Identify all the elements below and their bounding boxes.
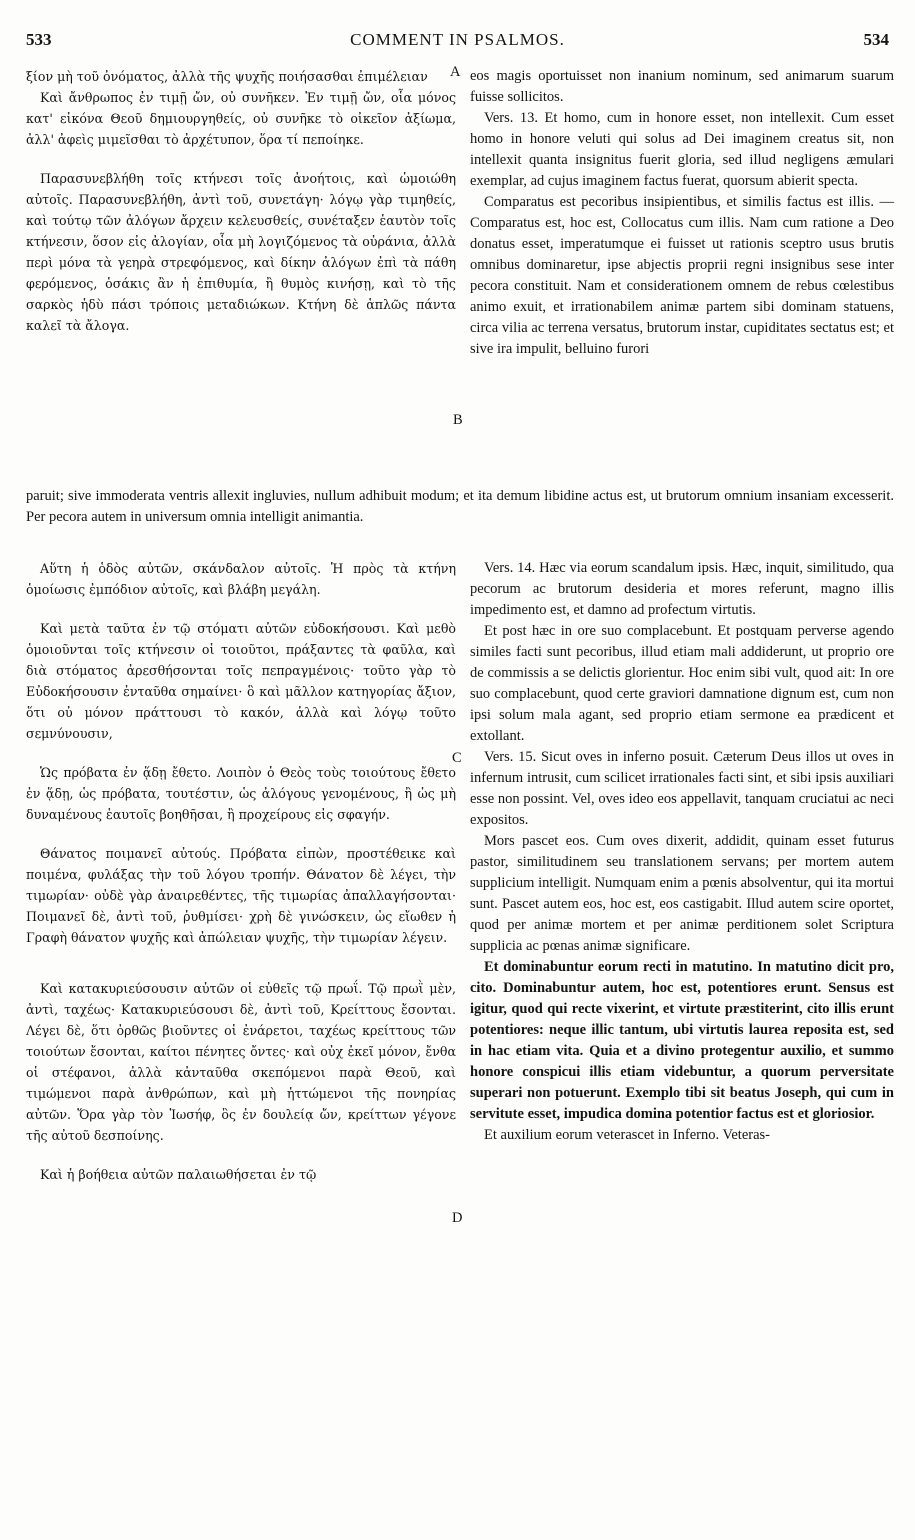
greek-paragraph: Καὶ κατακυριεύσουσιν αὐτῶν οἱ εὐθεῖς τῷ πρωΐ. Τῷ πρωῒ μὲν, ἀντὶ, ταχέως· Κατακυριεύσουσι δὲ, ἀντὶ τοῦ, Κρείττους ἔσονται. Λέγει δὲ, ὅτι ὀρθῶς βιοῦντες οἱ ἐνάρετοι, ταχέως κρείττους τῶν τοιούτων ἔσονται, καίτοι πένητες ὄντες· καὶ οὐχ ἐκεῖ μόνον, ἔνθα οἱ στέφανοι, ἀλλὰ κἀνταῦθα σκεπόμενοι παρὰ Θεοῦ, καὶ τιμώμενοι παρὰ ἀνθρώπων, καὶ μὴ ἡττώμενοι τῆς πονηρίας αὐτῶν. Ὅρα γὰρ τὸν Ἰωσήφ, ὃς ἐν δουλείᾳ ὤν, κρείττων γέγονε τῆς αὐτοῦ δεσποίνης. — [26, 981, 456, 1143]
latin-paragraph: Vers. 14. Hæc via eorum scandalum ipsis. Hæc, inquit, similitudo, qua pecorum ac brutorum desideria et mores referunt, magno illis impedimento est, et damno ad profectum virtutis. — [470, 560, 894, 618]
margin-letter-a: A — [450, 64, 461, 80]
page-number-left: 533 — [26, 30, 52, 49]
greek-column-bottom — [26, 558, 456, 1185]
greek-paragraph: Παρασυνεβλήθη τοῖς κτήνεσι τοῖς ἀνοήτοις, καὶ ὡμοιώθη αὐτοῖς. Παρασυνεβλήθη, ἀντὶ τοῦ, συνετάγη· λόγῳ γὰρ τιμηθείς, καὶ τούτῳ τῶν ἀλόγων ἄρχειν κελευσθείς, συνέταξεν ἑαυτὸν τοῖς κτήνεσιν, ὅσον εἰς ἀλογίαν, οἷα μὴ λογιζόμενος τὰ οὐράνια, ἀλλὰ περὶ μόνα τὰ γεηρὰ στρεφόμενος, καὶ δίκην ἀλόγων ἐπὶ τὰ πάθη φερόμενος, ὁσάκις ἂν ἡ ἐπιθυμία, ἢ θυμὸς κινήσῃ, καὶ τὸ τῆς σαρκὸς ἡδὺ πάσι τρόποις μεταδιώκων. Κτήνη δὲ ἁπλῶς πάντα καλεῖ τὰ ἄλογα. — [26, 171, 456, 333]
running-title: COMMENT IN PSALMOS. — [350, 30, 565, 49]
latin-paragraph: Vers. 13. Et homo, cum in honore esset, non intellexit. Cum esset homo in honore veluti qui solus ad Dei imaginem creatus sit, non intellexit quanta insignitus fuerit gloria, sed illud negligens æmulari exemplar, ad cujus imaginem factus fuerat, quorsum abierit specta. — [470, 110, 894, 189]
page-header — [24, 30, 891, 54]
greek-paragraph: Θάνατος ποιμανεῖ αὐτούς. Πρόβατα εἰπὼν, προστέθεικε καὶ ποιμένα, φυλάξας τὴν τοῦ λόγου τροπήν. Θάνατον δὲ λέγει, τὴν τιμωρίαν· οὐδὲ γὰρ ἀναιρεθέντες, τῆς τιμωρίας ἀπαλλαγήσονται· Ποιμανεῖ δὲ, ἀντὶ τοῦ, ῥυθμίσει· χρὴ δὲ γινώσκειν, ὡς εἴωθεν ἡ Γραφὴ θάνατον ψυχῆς καὶ ἀπώλειαν ψυχῆς, τὴν τιμωρίαν λέγειν. — [26, 846, 456, 945]
wide-paragraph-block — [26, 486, 894, 528]
greek-paragraph: Καὶ μετὰ ταῦτα ἐν τῷ στόματι αὐτῶν εὐδοκήσουσι. Καὶ μεθὸ ὁμοιοῦνται τοῖς κτήνεσιν οἱ τοιοῦτοι, πράξαντες τὰ φαῦλα, καὶ διὰ στόματος ἀρεσθήσονται τοῖς πεπραγμένοις· τοῦτο γὰρ τὸ Εὐδοκήσουσιν ἐνταῦθα σημαίνει· ὃ καὶ μᾶλλον κατηγορίας ἄξιον, ὅτι οὐ μόνον πράττουσι τὸ κακόν, ἀλλὰ καὶ λόγῳ τοῦτο σεμνύνουσιν, — [26, 621, 456, 741]
latin-paragraph: Et dominabuntur eorum recti in matutino. In matutino dicit pro, cito. Dominabuntur autem, hoc est, potentiores erunt. Sensus est igitur, quod qui recte vixerint, et virtute præstiterint, cito illis erunt potentiores: neque illic tantum, ubi virtutis laurea reposita est, sed in hac etiam vita. Quia et a divino protegentur auxilio, et summo honore conspicui illis etiam videbuntur, a quorum perversitate superari non potuerunt. Exemplo tibi sit beatus Joseph, qui cum in servitute esset, impudica domina potentior factus est et gloriosior. — [470, 959, 894, 1122]
greek-paragraph: Καὶ ἡ βοήθεια αὐτῶν παλαιωθήσεται ἐν τῷ — [40, 1167, 317, 1182]
page-number-right: 534 — [863, 30, 889, 49]
margin-letter-c: C — [452, 750, 462, 766]
latin-column-top — [470, 66, 894, 360]
latin-paragraph: Mors pascet eos. Cum oves dixerit, addidit, quinam esset futurus pastor, similitudinem seu translationem servans; per mortem autem supplicium intelligit. Numquam enim a pœnis absolventur, qui ita mortui sunt. Pascet autem eos, hoc est, eos castigabit. Illud autem scire oportet, quod per animæ mortem et per animæ perditionem solet Scriptura supplicia ac pœnas animæ significare. — [470, 833, 894, 954]
latin-paragraph: eos magis oportuisset non inanium nominum, sed animarum suarum fuisse sollicitos. — [470, 68, 894, 105]
latin-paragraph: Vers. 15. Sicut oves in inferno posuit. Cæterum Deus illos ut oves in infernum intrusit, cum scilicet irrationales facti sint, et sibi ipsis auxiliari esse non possint. Vel, oves ideo eos appellavit, tanquam cruciatui ac neci expositos. — [470, 749, 894, 828]
latin-continuation: paruit; sive immoderata ventris allexit ingluvies, nullum adhibuit modum; et ita demum libidine actus est, ut brutorum omnium insaniam excesserit. Per pecora autem in universum omnia intelligit animantia. — [26, 488, 894, 525]
latin-paragraph: Et post hæc in ore suo complacebunt. Et postquam perverse agendo similes facti sunt pecoribus, illud etiam mali addiderunt, ut proprio ore de commissis a se delictis glorientur. Hoc enim sibi vult, quod ait: In ore suo complacebunt, quod certe graviori damnatione dignum est, cum non ipsi solum mala agant, sed proprio etiam sermone ea prædicent et extollant. — [470, 623, 894, 744]
greek-column-top — [26, 66, 456, 336]
latin-paragraph: Comparatus est pecoribus insipientibus, et similis factus est illis. — Comparatus est, hoc est, Collocatus cum illis. Nam cum ratione a Deo donatus esset, imperatumque ei fuisset ut rationis sceptro usus brutis omnibus dominaretur, ipse abjectis proprii regni insignibus sese inter pecora constituit. Nam et considerationem omnem de rebus cœlestibus animo exuit, et irrationabilem animæ partem sibi dominam statuens, circa vilia ac terrena versatus, brutorum instar, cupiditates sectatus est; et sive ira impulit, belluino furori — [470, 194, 894, 357]
greek-paragraph: Ὡς πρόβατα ἐν ᾅδῃ ἔθετο. Λοιπὸν ὁ Θεὸς τοὺς τοιούτους ἔθετο ἐν ᾅδῃ, ὡς πρόβατα, τουτέστιν, ὡς ἀλόγους γενομένους, ἢ ὡς μὴ δυναμένους ἑαυτοῖς βοηθῆσαι, ἢ προχείρους εἰς σφαγήν. — [26, 765, 456, 822]
latin-paragraph: Et auxilium eorum veterascet in Inferno. Veteras- — [484, 1127, 770, 1143]
latin-column-bottom — [470, 558, 894, 1146]
margin-letter-d: D — [452, 1210, 463, 1226]
margin-letter-b: B — [453, 412, 463, 428]
greek-paragraph: ξίον μὴ τοῦ ὀνόματος, ἀλλὰ τῆς ψυχῆς ποιήσασθαι ἐπιμέλειαν — [26, 69, 428, 84]
greek-paragraph: Καὶ ἄνθρωπος ἐν τιμῇ ὤν, οὐ συνῆκεν. Ἐν τιμῇ ὤν, οἷα μόνος κατ' εἰκόνα Θεοῦ δημιουργηθείς, οὐ συνῆκε τὸ οἰκεῖον ἀξίωμα, ἀλλ' ἀφεὶς μιμεῖσθαι τὸ ἀρχέτυπον, ὅρα τί πεποίηκε. — [26, 90, 456, 147]
greek-paragraph: Αὕτη ἡ ὁδὸς αὐτῶν, σκάνδαλον αὐτοῖς. Ἡ πρὸς τὰ κτήνη ὁμοίωσις ἐμπόδιον αὐτοῖς, καὶ βλάβη μεγάλη. — [26, 561, 456, 597]
